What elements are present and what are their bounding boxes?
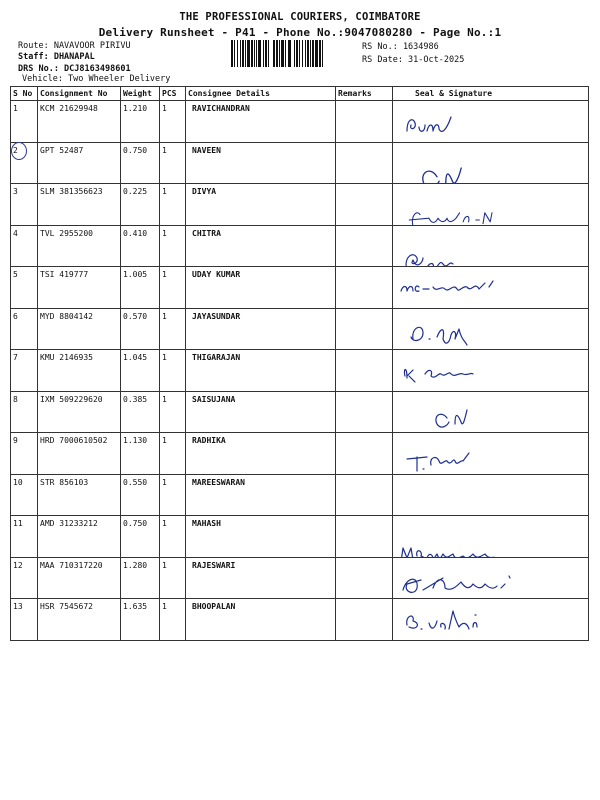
row-pcs: 1	[160, 308, 186, 350]
row-sno: 10	[11, 474, 38, 516]
row-remarks	[336, 557, 393, 599]
route-label: Route: NAVAVOOR PIRIVU	[18, 41, 131, 51]
row-weight: 1.045	[121, 350, 160, 392]
row-consignment-no: AMD 31233212	[38, 516, 121, 558]
row-pcs: 1	[160, 557, 186, 599]
row-weight: 1.130	[121, 433, 160, 475]
row-consignee-name: CHITRA	[186, 225, 336, 267]
row-pcs: 1	[160, 267, 186, 309]
row-remarks	[336, 101, 393, 143]
vehicle-label: Vehicle: Two Wheeler Delivery	[22, 74, 171, 84]
row-sno: 2	[11, 142, 38, 184]
handwritten-signature-icon	[393, 244, 583, 267]
row-pcs: 1	[160, 184, 186, 226]
row-signature	[393, 184, 589, 226]
barcode-icon	[231, 40, 357, 67]
row-signature	[393, 308, 589, 350]
row-weight: 0.750	[121, 142, 160, 184]
row-consignee-name: NAVEEN	[186, 142, 336, 184]
row-remarks	[336, 184, 393, 226]
row-remarks	[336, 225, 393, 267]
row-signature	[393, 350, 589, 392]
row-consignment-no: IXM 509229620	[38, 391, 121, 433]
handwritten-signature-icon	[393, 439, 583, 474]
runsheet-table	[10, 86, 589, 641]
row-consignee-name: RAJESWARI	[186, 557, 336, 599]
row-sno: 13	[11, 599, 38, 641]
row-consignee-name: MAREESWARAN	[186, 474, 336, 516]
row-weight: 0.750	[121, 516, 160, 558]
row-remarks	[336, 599, 393, 641]
table-row	[11, 101, 589, 143]
row-consignee-name: BHOOPALAN	[186, 599, 336, 641]
drs-number: DRS No.: DCJ8163498601	[18, 64, 131, 74]
staff-label: Staff: DHANAPAL	[18, 52, 95, 62]
row-pcs: 1	[160, 516, 186, 558]
row-consignee-name: RAVICHANDRAN	[186, 101, 336, 143]
table-header-row	[11, 87, 589, 101]
row-weight: 0.550	[121, 474, 160, 516]
handwritten-signature-icon	[393, 536, 583, 557]
row-pcs: 1	[160, 599, 186, 641]
row-weight: 1.280	[121, 557, 160, 599]
runsheet-subtitle: Delivery Runsheet - P41 - Phone No.:9047080280 - Page No.:1	[98, 26, 502, 39]
row-signature	[393, 101, 589, 143]
table-row	[11, 599, 589, 641]
row-consignee-name: UDAY KUMAR	[186, 267, 336, 309]
row-sno: 11	[11, 516, 38, 558]
row-consignment-no: TSI 419777	[38, 267, 121, 309]
row-signature	[393, 557, 589, 599]
row-weight: 1.635	[121, 599, 160, 641]
table-row	[11, 433, 589, 475]
handwritten-signature-icon	[393, 157, 589, 184]
row-consignee-name: THIGARAJAN	[186, 350, 336, 392]
row-remarks	[336, 433, 393, 475]
handwritten-signature-icon	[393, 601, 583, 640]
row-pcs: 1	[160, 350, 186, 392]
row-pcs: 1	[160, 225, 186, 267]
table-row	[11, 225, 589, 267]
col-sno-header: S No	[11, 87, 38, 101]
row-pcs: 1	[160, 433, 186, 475]
row-consignment-no: KMU 2146935	[38, 350, 121, 392]
handwritten-signature-icon	[393, 109, 583, 142]
row-sno: 3	[11, 184, 38, 226]
row-signature	[393, 267, 589, 309]
row-sno: 7	[11, 350, 38, 392]
row-consignment-no: MAA 710317220	[38, 557, 121, 599]
rs-date: RS Date: 31-Oct-2025	[362, 55, 465, 65]
col-remarks-header: Remarks	[336, 87, 393, 101]
row-signature	[393, 474, 589, 516]
row-remarks	[336, 308, 393, 350]
row-pcs: 1	[160, 391, 186, 433]
row-consignment-no: MYD 8804142	[38, 308, 121, 350]
row-2-circle-mark	[11, 142, 27, 160]
row-sno: 9	[11, 433, 38, 475]
row-signature	[393, 599, 589, 641]
row-consignment-no: HSR 7545672	[38, 599, 121, 641]
table-row	[11, 391, 589, 433]
row-remarks	[336, 474, 393, 516]
table-row	[11, 267, 589, 309]
row-consignee-name: JAYASUNDAR	[186, 308, 336, 350]
row-weight: 1.005	[121, 267, 160, 309]
row-consignee-name: MAHASH	[186, 516, 336, 558]
row-remarks	[336, 142, 393, 184]
row-sno: 5	[11, 267, 38, 309]
row-remarks	[336, 350, 393, 392]
row-consignment-no: GPT 52487	[38, 142, 121, 184]
table-row	[11, 308, 589, 350]
table-row	[11, 557, 589, 599]
row-signature	[393, 433, 589, 475]
row-weight: 0.385	[121, 391, 160, 433]
handwritten-signature-icon	[393, 566, 583, 599]
row-sno: 8	[11, 391, 38, 433]
row-sno: 6	[11, 308, 38, 350]
col-signature-header: Seal & Signature	[393, 87, 589, 101]
handwritten-signature-icon	[393, 315, 583, 350]
row-consignment-no: HRD 7000610502	[38, 433, 121, 475]
row-consignment-no: STR 856103	[38, 474, 121, 516]
handwritten-signature-icon	[393, 269, 583, 308]
company-title: THE PROFESSIONAL COURIERS, COIMBATORE	[179, 11, 421, 23]
table-row	[11, 516, 589, 558]
row-pcs: 1	[160, 101, 186, 143]
row-signature	[393, 225, 589, 267]
row-consignee-name: RADHIKA	[186, 433, 336, 475]
row-signature	[393, 391, 589, 433]
row-weight: 0.410	[121, 225, 160, 267]
handwritten-signature-icon	[393, 400, 583, 433]
col-pcs-header: PCS	[160, 87, 186, 101]
table-row	[11, 350, 589, 392]
row-remarks	[336, 516, 393, 558]
table-row	[11, 142, 589, 184]
table-row	[11, 184, 589, 226]
row-consignment-no: TVL 2955200	[38, 225, 121, 267]
row-consignment-no: KCM 21629948	[38, 101, 121, 143]
rs-number: RS No.: 1634986	[362, 42, 439, 52]
row-pcs: 1	[160, 142, 186, 184]
row-remarks	[336, 267, 393, 309]
row-sno: 12	[11, 557, 38, 599]
row-remarks	[336, 391, 393, 433]
col-weight-header: Weight	[121, 87, 160, 101]
row-sno: 1	[11, 101, 38, 143]
col-consignee-header: Consignee Details	[186, 87, 336, 101]
row-sno: 4	[11, 225, 38, 267]
handwritten-signature-icon	[393, 202, 564, 225]
row-signature	[393, 142, 589, 184]
row-pcs: 1	[160, 474, 186, 516]
row-weight: 1.210	[121, 101, 160, 143]
row-consignee-name: SAISUJANA	[186, 391, 336, 433]
table-row	[11, 474, 589, 516]
row-consignment-no: SLM 381356623	[38, 184, 121, 226]
col-consignment-header: Consignment No	[38, 87, 121, 101]
row-signature	[393, 516, 589, 558]
handwritten-signature-icon	[393, 354, 583, 391]
row-weight: 0.570	[121, 308, 160, 350]
row-consignee-name: DIVYA	[186, 184, 336, 226]
row-weight: 0.225	[121, 184, 160, 226]
